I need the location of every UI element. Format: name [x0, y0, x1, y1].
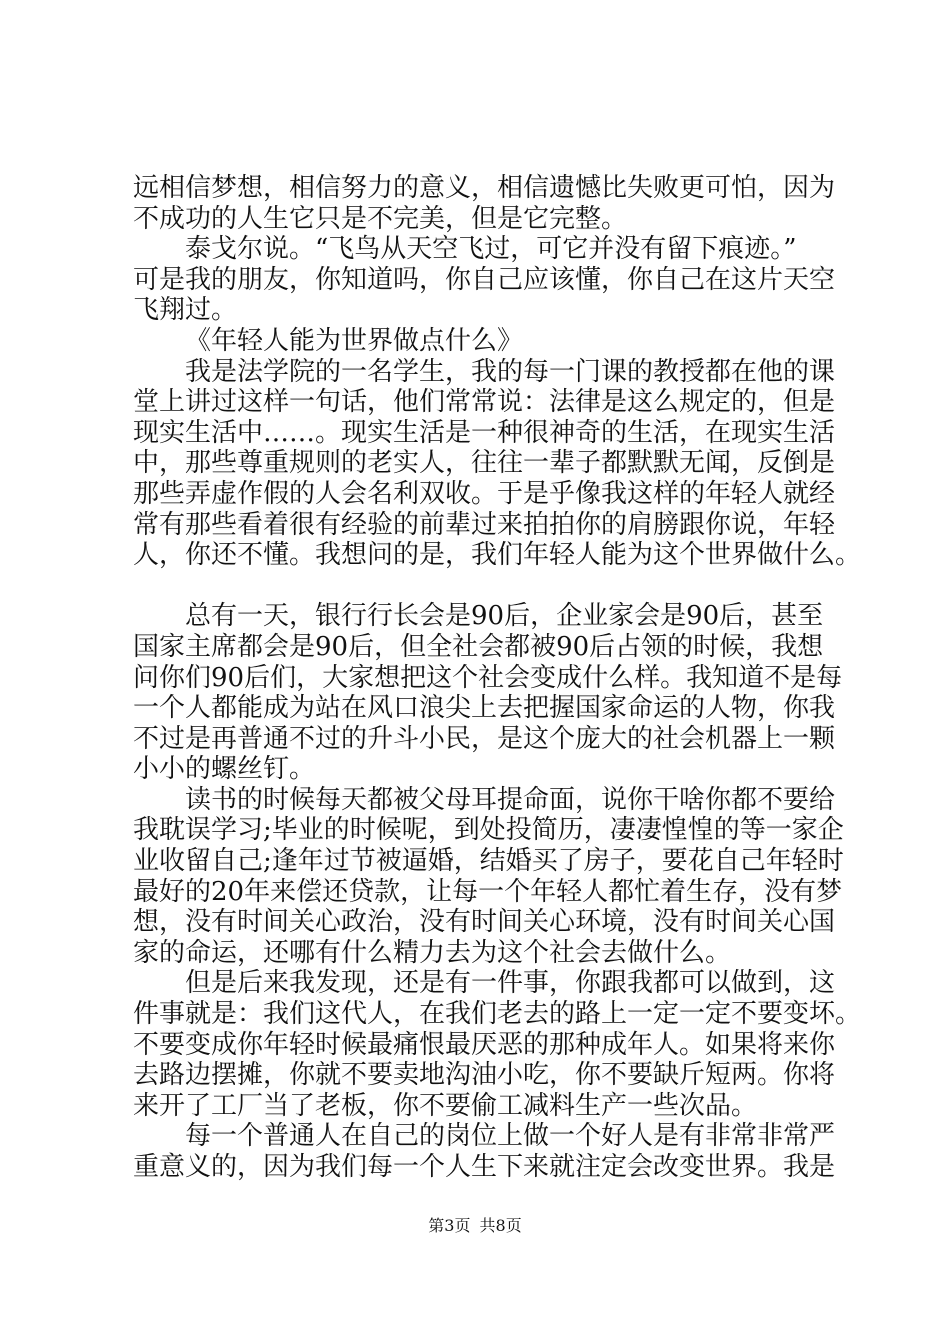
text-line: 业收留自己;逢年过节被逼婚，结婚买了房子，要花自己年轻时 — [133, 846, 844, 877]
text-line: 我是法学院的一名学生，我的每一门课的教授都在他的课 — [185, 356, 836, 387]
text-line: 那些弄虚作假的人会名利双收。于是乎像我这样的年轻人就经 — [133, 478, 836, 509]
text-line: 每一个普通人在自己的岗位上做一个好人是有非常非常严 — [185, 1121, 836, 1152]
text-line: 人，你还不懂。我想问的是，我们年轻人能为这个世界做什么。 — [133, 540, 862, 571]
text-line: 去路边摆摊，你就不要卖地沟油小吃，你不要缺斤短两。你将 — [133, 1060, 836, 1091]
text-line: 家的命运，还哪有什么精力去为这个社会去做什么。 — [133, 937, 732, 968]
text-line: 一个人都能成为站在风口浪尖上去把握国家命运的人物，你我 — [133, 693, 836, 724]
text-line: 国家主席都会是90后，但全社会都被90后占领的时候，我想 — [133, 631, 824, 662]
text-line: 重意义的，因为我们每一个人生下来就注定会改变世界。我是 — [133, 1152, 836, 1182]
paragraph — [133, 1121, 836, 1182]
text-line: 常有那些看着很有经验的前辈过来拍拍你的肩膀跟你说，年轻 — [133, 509, 836, 540]
text-line: 件事就是：我们这代人，在我们老去的路上一定一定不要变坏。 — [133, 999, 862, 1030]
text-line: 读书的时候每天都被父母耳提命面，说你干啥你都不要给 — [185, 784, 836, 815]
text-line: 来开了工厂当了老板，你不要偷工减料生产一些次品。 — [133, 1090, 758, 1121]
document-body — [133, 173, 862, 1183]
text-line: 但是后来我发现，还是有一件事，你跟我都可以做到，这 — [185, 968, 836, 999]
text-line: 想，没有时间关心政治，没有时间关心环境，没有时间关心国 — [133, 907, 836, 938]
text-line: 可是我的朋友，你知道吗，你自己应该懂，你自己在这片天空 — [133, 264, 836, 295]
text-line: 不过是再普通不过的升斗小民，是这个庞大的社会机器上一颗 — [133, 723, 836, 754]
text-line: 中，那些尊重规则的老实人，往往一辈子都默默无闻，反倒是 — [133, 448, 836, 479]
paragraph — [133, 234, 836, 326]
text-line: 我耽误学习;毕业的时候呢，到处投简历，凄凄惶惶的等一家企 — [133, 815, 844, 846]
paragraph — [133, 356, 862, 571]
paragraph — [133, 326, 833, 357]
paragraph-spacer — [133, 571, 833, 602]
page-total: 共8页 — [479, 1216, 522, 1235]
text-line: 《年轻人能为世界做点什么》 — [185, 325, 524, 356]
text-line: 远相信梦想，相信努力的意义，相信遗憾比失败更可怕，因为 — [133, 173, 836, 203]
text-line: 问你们90后们，大家想把这个社会变成什么样。我知道不是每 — [133, 662, 843, 693]
paragraph — [133, 968, 862, 1121]
text-line: 小小的螺丝钉。 — [133, 754, 316, 785]
text-line: 飞翔过。 — [133, 295, 238, 326]
page-footer — [0, 1216, 950, 1236]
text-line: 最好的20年来偿还贷款，让每一个年轻人都忙着生存，没有梦 — [133, 876, 843, 907]
text-line: 泰戈尔说。“飞鸟从天空飞过，可它并没有留下痕迹。” — [185, 234, 797, 265]
paragraph — [133, 173, 836, 234]
paragraph — [133, 784, 844, 969]
text-line: 不成功的人生它只是不完美，但是它完整。 — [133, 203, 628, 234]
text-line: 现实生活中……。现实生活是一种很神奇的生活，在现实生活 — [133, 417, 836, 448]
text-line: 总有一天，银行行长会是90后，企业家会是90后，甚至 — [185, 601, 824, 632]
text-line: 堂上讲过这样一句话，他们常常说：法律是这么规定的，但是 — [133, 387, 836, 418]
page-number: 第3页 — [428, 1216, 471, 1235]
text-line: 不要变成你年轻时候最痛恨最厌恶的那种成年人。如果将来你 — [133, 1029, 836, 1060]
paragraph — [133, 601, 843, 785]
